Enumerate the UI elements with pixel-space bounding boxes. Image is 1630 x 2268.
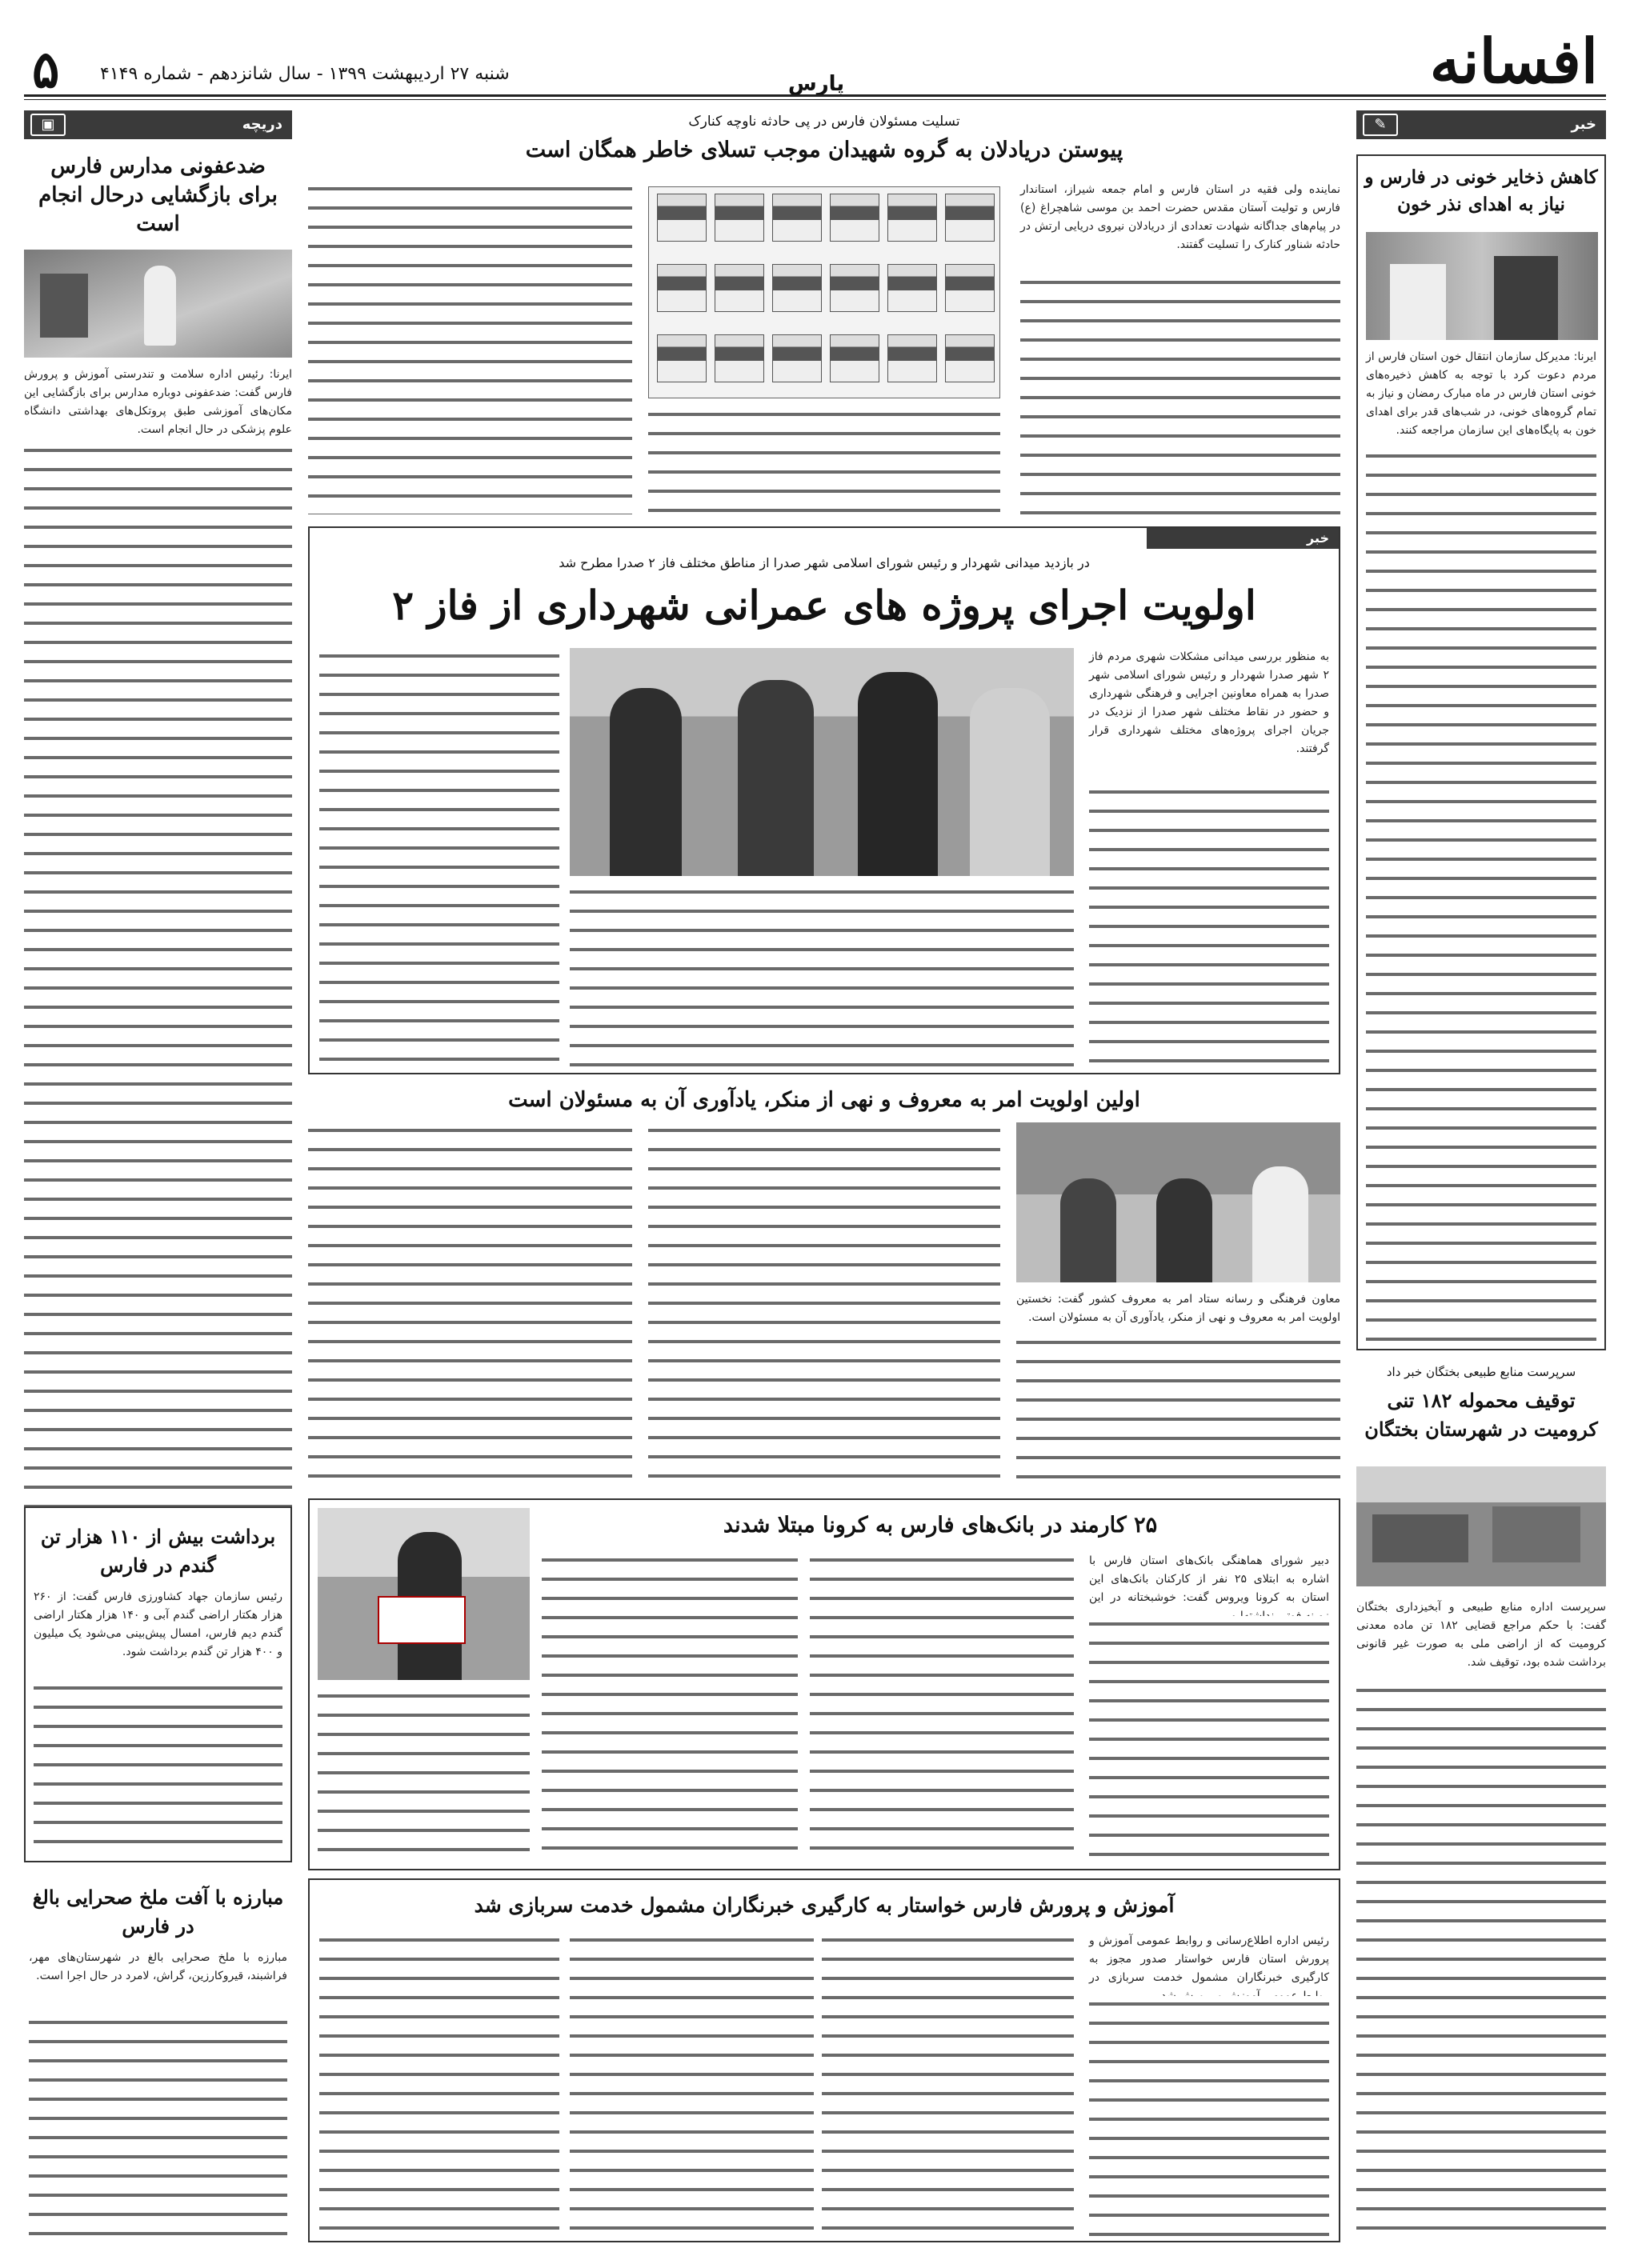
article-blood — [1356, 154, 1606, 1350]
martyr-portrait — [772, 194, 822, 242]
article-education — [308, 1878, 1340, 2242]
article-photo — [24, 250, 292, 358]
center-area — [308, 110, 1340, 2246]
article-wheat — [24, 1506, 292, 1862]
article-lead: رئیس اداره اطلاع‌رسانی و روابط عمومی آموزش و پرورش استان فارس خواستار صدور مجوز به کارگیری خبرنگاران مشمول خدمت سربازی در — [1089, 1934, 1329, 1984]
martyr-portrait — [887, 334, 937, 382]
article-body-right — [1089, 784, 1329, 1068]
article-body-right — [1020, 274, 1340, 514]
article-body-under-photo — [318, 1688, 530, 1864]
article-body-c1 — [822, 1932, 1074, 2236]
book-icon: ▣ — [30, 114, 66, 136]
article-lead: رئیس سازمان جهاد کشاورزی فارس گفت: از ۲۶۰ هزار هکتار اراضی گندم آبی و ۱۴۰ هزار هکتار اراضی گندم دیم فارس، امسال پیش‌بینی می‌شود یک میلیون و ۴۰۰ هزار تن گندم برداشت شود. — [34, 1590, 282, 1658]
article-headline: کاهش ذخایر خونی در فارس و نیاز به اهدای نذر خون — [1364, 166, 1598, 215]
article-headline: اولویت اجرای پروژه های عمرانی شهرداری از فاز ۲ — [392, 582, 1256, 629]
article-lead: سرپرست اداره منابع طبیعی و آبخیزداری بختگان گفت: با حکم مراجع قضایی ۱۸۲ تن ماده معدنی کرومیت که از اراضی ملی به صورت غیر قانونی برداشت شده بود، توقیف شد. — [1356, 1601, 1606, 1669]
article-photo — [1366, 232, 1598, 340]
masthead-rule-thin — [24, 99, 1606, 100]
article-lead: به منظور بررسی میدانی مشکلات شهری مردم فاز ۲ شهر صدرا شهردار و رئیس شورای اسلامی شهر صدرا به همراه معاونین اجرایی و فرهنگی شهرداری و حضور در نقاط مختلف شهر صدرا از نزدیک در جریان اجرای پروژه‌های مختلف شهرداری قرار گرفتند. — [1089, 650, 1329, 755]
martyr-portrait — [715, 194, 764, 242]
martyr-portrait — [772, 334, 822, 382]
article-lead: معاون فرهنگی و رسانه ستاد امر به معروف کشور گفت: نخستین اولویت امر به معروف و نهی از منکر، یادآوری آن به مسئولان است. — [1016, 1293, 1340, 1324]
martyr-portrait — [657, 194, 707, 242]
article-lead: ایرنا: مدیرکل سازمان انتقال خون استان فارس از مردم دعوت کرد با توجه به کاهش ذخیره‌های خونی استان فارس در ماه مبارک رمضان و نیاز به تمام گروه‌های خونی، در شب‌های قدر برای اهدای خون به پایگاه‌های این سازمان مراجعه کنند. — [1366, 350, 1596, 437]
article-tag-label: خبر — [1306, 530, 1329, 546]
article-enjoining — [308, 1082, 1340, 1490]
article-body-right — [1016, 1334, 1340, 1490]
martyr-portrait — [657, 264, 707, 312]
martyr-portrait — [887, 194, 937, 242]
article-photo — [1016, 1122, 1340, 1282]
masthead-rule — [24, 94, 1606, 97]
martyrs-photo-grid — [648, 186, 1000, 398]
article-kicker: در بازدید میدانی شهردار و رئیس شورای اسلامی شهر صدرا از مناطق مختلف فاز ۲ صدرا مطرح شد — [559, 555, 1090, 570]
column-tag-label: دریچه — [242, 116, 282, 133]
article-headline: برداشت بیش از ۱۱۰ هزار تن گندم در فارس — [40, 1525, 276, 1577]
article-lead: ایرنا: رئیس اداره سلامت و تندرستی آموزش و پرورش فارس گفت: ضدعفونی دوباره مدارس برای بازگشایی این مکان‌های آموزشی طبق پروتکل‌های بهداشتی دانشگاه علوم پزشکی در حال انجام است. — [24, 368, 292, 436]
article-body-c3 — [319, 1932, 559, 2236]
article-headline: آموزش و پرورش فارس خواستار به کارگیری خبرنگاران مشمول خدمت سربازی شد — [474, 1894, 1175, 1917]
article-headline: ۲۵ کارمند در بانک‌های فارس به کرونا مبتلا شدند — [723, 1513, 1158, 1538]
column-tag — [24, 110, 292, 139]
article-headline: ضدعفونی مدارس فارس برای بازگشایی درحال انجام است — [38, 154, 278, 236]
masthead — [24, 16, 1606, 116]
article-kicker: سرپرست منابع طبیعی بختگان خبر داد — [1386, 1365, 1576, 1379]
article-lead: مبارزه با ملخ صحرایی بالغ در شهرستان‌های مهر، فراشبند، قیروکارزین، گراش، لامرد در حال اجرا است. — [29, 1951, 287, 1982]
martyr-portrait — [772, 264, 822, 312]
article-headline: پیوستن دریادلان به گروه شهیدان موجب تسلای خاطر همگان است — [525, 138, 1123, 162]
news-icon: ✎ — [1363, 114, 1398, 136]
article-body-mid — [648, 1122, 1000, 1490]
left-column — [24, 110, 292, 2246]
martyr-portrait — [715, 264, 764, 312]
article-body — [34, 1680, 282, 1853]
article-headline: مبارزه با آفت ملخ صحرایی بالغ در فارس — [32, 1886, 284, 1938]
article-body — [1366, 448, 1596, 1341]
article-photo — [318, 1508, 530, 1680]
article-body-mid — [810, 1552, 1074, 1864]
article-headline: توقیف محموله ۱۸۲ تنی کرومیت در شهرستان بختگان — [1364, 1389, 1598, 1441]
section-name: پارس — [787, 72, 845, 96]
martyr-portrait — [887, 264, 937, 312]
article-condolence — [308, 110, 1340, 518]
article-body-c2 — [570, 1932, 814, 2236]
article-body — [29, 2014, 287, 2242]
martyr-portrait — [830, 264, 879, 312]
article-municipal — [308, 526, 1340, 1074]
martyr-portrait — [945, 334, 995, 382]
article-disinfection — [24, 152, 292, 1634]
article-tag — [1147, 528, 1339, 549]
martyr-portrait — [715, 334, 764, 382]
newspaper-page — [24, 16, 1606, 2252]
article-kicker: تسلیت مسئولان فارس در پی حادثه ناوچه کنارک — [688, 114, 960, 130]
article-body-left — [308, 1122, 632, 1490]
article-photo — [1356, 1466, 1606, 1586]
article-photo — [570, 648, 1074, 876]
article-lead: نماینده ولی فقیه در استان فارس و امام جمعه شیراز، استاندار فارس و تولیت آستان مقدس حضرت احمد بن موسی شاهچراغ (ع) در پیام‌های جداگانه شهادت تعدادی از دریادلان نیروی دریایی ارتش در حادثه شناور کنارک را تسلیت گفتند. — [1020, 183, 1340, 251]
article-body-left — [308, 181, 632, 514]
page-number: ۵ — [32, 40, 60, 100]
article-body-left — [542, 1552, 798, 1864]
article-locust — [24, 1878, 292, 2242]
article-chromite — [1356, 1362, 1606, 2242]
article-body-center — [648, 406, 1000, 514]
article-banks — [308, 1498, 1340, 1870]
article-body — [1356, 1682, 1606, 2242]
article-body-under-photo — [570, 884, 1074, 1068]
martyr-portrait — [657, 334, 707, 382]
martyr-portrait — [830, 194, 879, 242]
column-tag-label: خبر — [1571, 116, 1596, 133]
date-line: شنبه ۲۷ اردیبهشت ۱۳۹۹ - سال شانزدهم - شماره ۴۱۴۹ — [100, 64, 510, 84]
martyr-portrait — [945, 264, 995, 312]
right-column — [1356, 110, 1606, 2246]
martyr-portrait — [830, 334, 879, 382]
article-body — [24, 442, 292, 1634]
article-body-right — [1089, 1996, 1329, 2236]
article-body-right — [1089, 1616, 1329, 1864]
column-tag — [1356, 110, 1606, 139]
article-lead: دبیر شورای هماهنگی بانک‌های استان فارس با اشاره به ابتلای ۲۵ نفر از کارکنان بانک‌های این استان به کرونا ویروس گفت: خوشبختانه در این — [1089, 1554, 1329, 1604]
article-headline: اولین اولویت امر به معروف و نهی از منکر، یادآوری آن به مسئولان است — [508, 1088, 1140, 1112]
newspaper-logo: افسانه — [1429, 26, 1598, 97]
martyr-portrait — [945, 194, 995, 242]
article-body-left — [319, 648, 559, 1068]
